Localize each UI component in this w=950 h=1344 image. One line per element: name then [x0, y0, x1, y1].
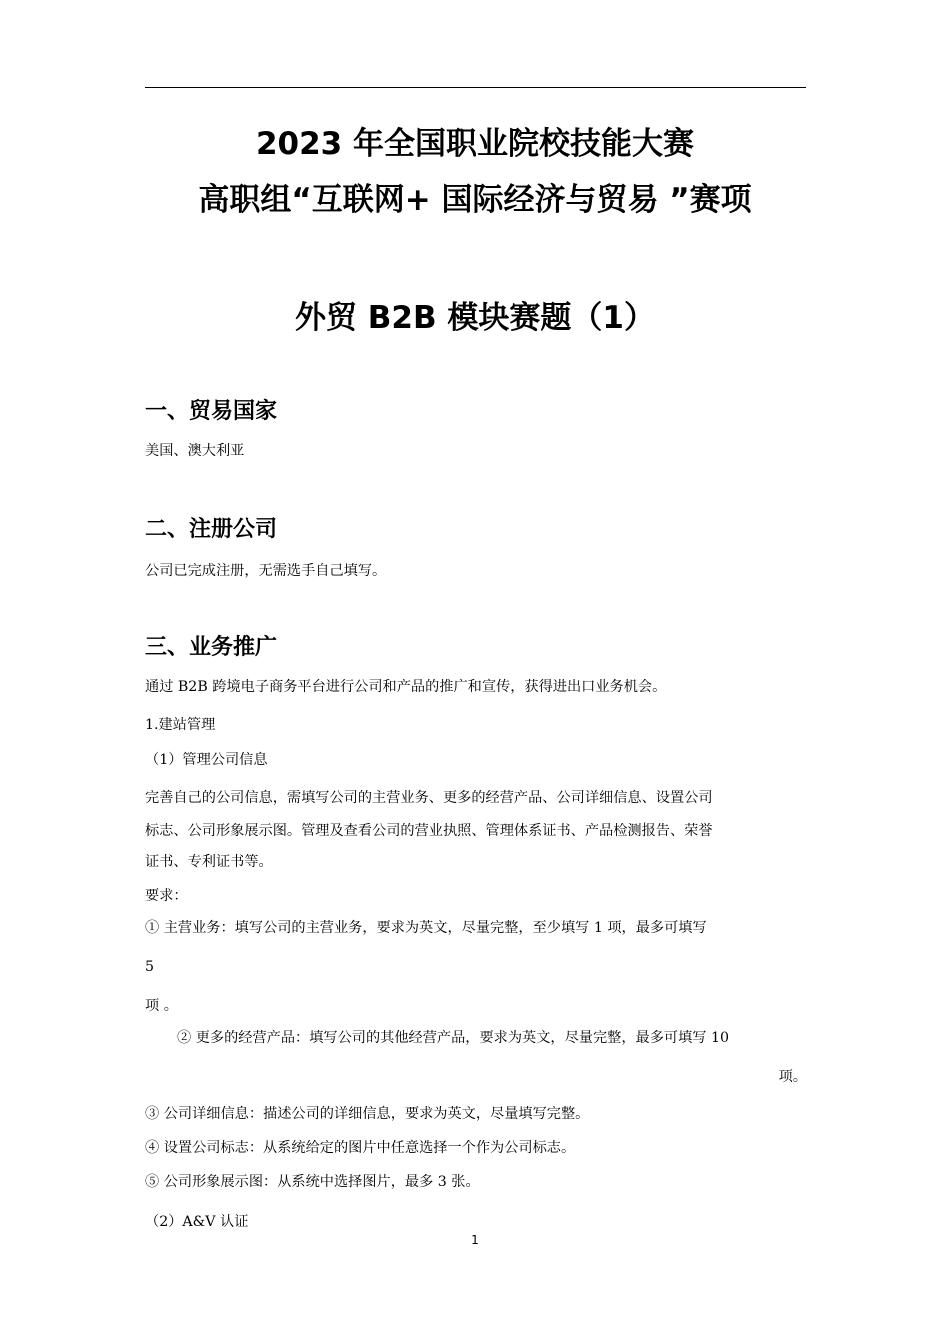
- requirement-1-cont: 5: [145, 959, 155, 975]
- requirements-label: 要求：: [145, 888, 188, 904]
- page-number: 1: [471, 1233, 479, 1247]
- paragraph-line: 标志、公司形象展示图。管理及查看公司的营业执照、管理体系证书、产品检测报告、荣誉: [145, 823, 713, 839]
- subitem-av-certification: （2）A&V 认证: [145, 1214, 249, 1230]
- paragraph-line: 完善自己的公司信息，需填写公司的主营业务、更多的经营产品、公司详细信息、设置公司: [145, 790, 713, 806]
- list-item-site-management: 1.建站管理: [145, 717, 216, 733]
- requirement-3: ③ 公司详细信息：描述公司的详细信息，要求为英文，尽量填写完整。: [145, 1106, 590, 1122]
- title-line-1: 2023 年全国职业院校技能大赛: [255, 126, 695, 162]
- requirement-5: ⑤ 公司形象展示图：从系统中选择图片，最多 3 张。: [145, 1174, 480, 1190]
- title-line-3: 外贸 B2B 模块赛题（1）: [295, 300, 655, 336]
- header-rule: [145, 87, 806, 88]
- subitem-company-info: （1）管理公司信息: [145, 752, 268, 768]
- requirement-2: ② 更多的经营产品：填写公司的其他经营产品，要求为英文，尽量完整，最多可填写 10: [177, 1030, 730, 1046]
- requirement-1-cont: 项 。: [145, 998, 178, 1014]
- section-3-heading: 三、业务推广: [145, 635, 278, 660]
- section-3-intro: 通过 B2B 跨境电子商务平台进行公司和产品的推广和宣传，获得进出口业务机会。: [145, 679, 667, 695]
- section-1-text: 美国、澳大利亚: [145, 443, 245, 459]
- paragraph-line: 证书、专利证书等。: [145, 854, 273, 870]
- section-1-heading: 一、贸易国家: [145, 399, 278, 424]
- requirement-4: ④ 设置公司标志：从系统给定的图片中任意选择一个作为公司标志。: [145, 1140, 576, 1156]
- requirement-2-cont: 项。: [778, 1069, 807, 1085]
- title-line-2: 高职组“互联网+ 国际经济与贸易 ”赛项: [198, 182, 752, 218]
- section-2-heading: 二、注册公司: [145, 517, 278, 542]
- section-2-text: 公司已完成注册，无需选手自己填写。: [145, 563, 387, 579]
- requirement-1: ① 主营业务：填写公司的主营业务，要求为英文，尽量完整，至少填写 1 项，最多可填写: [145, 920, 707, 936]
